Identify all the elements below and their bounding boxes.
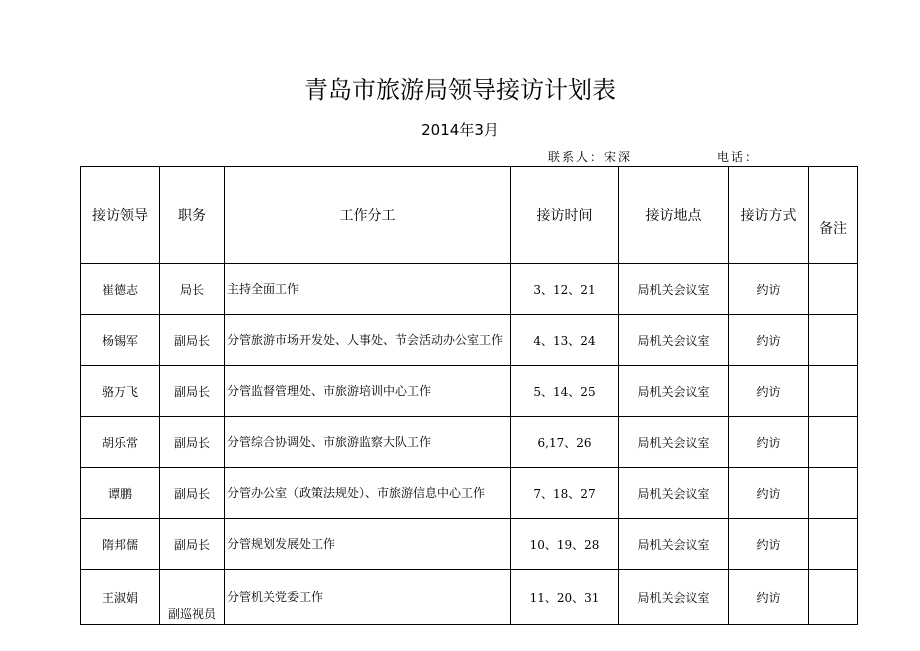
cell-place: 局机关会议室 xyxy=(619,519,729,570)
cell-position: 副局长 xyxy=(160,366,225,417)
cell-note xyxy=(809,570,858,625)
table-row xyxy=(81,570,858,625)
cell-note xyxy=(809,468,858,519)
cell-method: 约访 xyxy=(729,264,809,315)
cell-duty: 分管办公室（政策法规处）、市旅游信息中心工作 xyxy=(225,468,511,519)
cell-note xyxy=(809,519,858,570)
cell-duty: 主持全面工作 xyxy=(225,264,511,315)
table-row xyxy=(81,315,858,366)
cell-time: 5、14、25 xyxy=(511,366,619,417)
cell-position: 副局长 xyxy=(160,468,225,519)
cell-duty: 分管规划发展处工作 xyxy=(225,519,511,570)
cell-method: 约访 xyxy=(729,315,809,366)
cell-time: 4、13、24 xyxy=(511,315,619,366)
header-time: 接访时间 xyxy=(511,167,619,264)
cell-position: 副局长 xyxy=(160,417,225,468)
cell-time: 10、19、28 xyxy=(511,519,619,570)
cell-place: 局机关会议室 xyxy=(619,264,729,315)
cell-method: 约访 xyxy=(729,570,809,625)
contact-phone: 电话： xyxy=(717,150,760,164)
cell-time: 7、18、27 xyxy=(511,468,619,519)
cell-leader: 胡乐常 xyxy=(81,417,160,468)
header-note: 备注 xyxy=(809,167,858,264)
header-method: 接访方式 xyxy=(729,167,809,264)
header-duty: 工作分工 xyxy=(225,167,511,264)
cell-position: 副局长 xyxy=(160,315,225,366)
document-title: 青岛市旅游局领导接访计划表 xyxy=(304,76,616,104)
table-row xyxy=(81,366,858,417)
cell-duty: 分管监督管理处、市旅游培训中心工作 xyxy=(225,366,511,417)
cell-duty: 分管综合协调处、市旅游监察大队工作 xyxy=(225,417,511,468)
table-row xyxy=(81,468,858,519)
cell-leader: 隋邦儒 xyxy=(81,519,160,570)
visit-plan-table xyxy=(80,166,858,625)
cell-note xyxy=(809,417,858,468)
cell-place: 局机关会议室 xyxy=(619,417,729,468)
cell-place: 局机关会议室 xyxy=(619,315,729,366)
cell-place: 局机关会议室 xyxy=(619,570,729,625)
cell-place: 局机关会议室 xyxy=(619,468,729,519)
cell-leader: 崔德志 xyxy=(81,264,160,315)
cell-leader: 谭鹏 xyxy=(81,468,160,519)
cell-method: 约访 xyxy=(729,468,809,519)
table-row xyxy=(81,519,858,570)
cell-method: 约访 xyxy=(729,519,809,570)
header-position: 职务 xyxy=(160,167,225,264)
cell-position: 副巡视员 xyxy=(160,570,225,625)
header-place: 接访地点 xyxy=(619,167,729,264)
cell-leader: 骆万飞 xyxy=(81,366,160,417)
cell-method: 约访 xyxy=(729,417,809,468)
cell-time: 6,17、26 xyxy=(511,417,619,468)
cell-method: 约访 xyxy=(729,366,809,417)
cell-position: 副局长 xyxy=(160,519,225,570)
cell-leader: 杨锡军 xyxy=(81,315,160,366)
table-header-row xyxy=(81,167,858,264)
table-row xyxy=(81,417,858,468)
cell-leader: 王淑娟 xyxy=(81,570,160,625)
cell-duty: 分管旅游市场开发处、人事处、节会活动办公室工作 xyxy=(225,315,511,366)
cell-position: 局长 xyxy=(160,264,225,315)
table-row xyxy=(81,264,858,315)
contact-person: 联系人：宋深 xyxy=(548,150,633,164)
header-leader: 接访领导 xyxy=(81,167,160,264)
document-date: 2014年3月 xyxy=(421,121,499,139)
cell-place: 局机关会议室 xyxy=(619,366,729,417)
cell-note xyxy=(809,366,858,417)
cell-time: 3、12、21 xyxy=(511,264,619,315)
cell-duty: 分管机关党委工作 xyxy=(225,570,511,625)
cell-time: 11、20、31 xyxy=(511,570,619,625)
cell-note xyxy=(809,315,858,366)
cell-note xyxy=(809,264,858,315)
